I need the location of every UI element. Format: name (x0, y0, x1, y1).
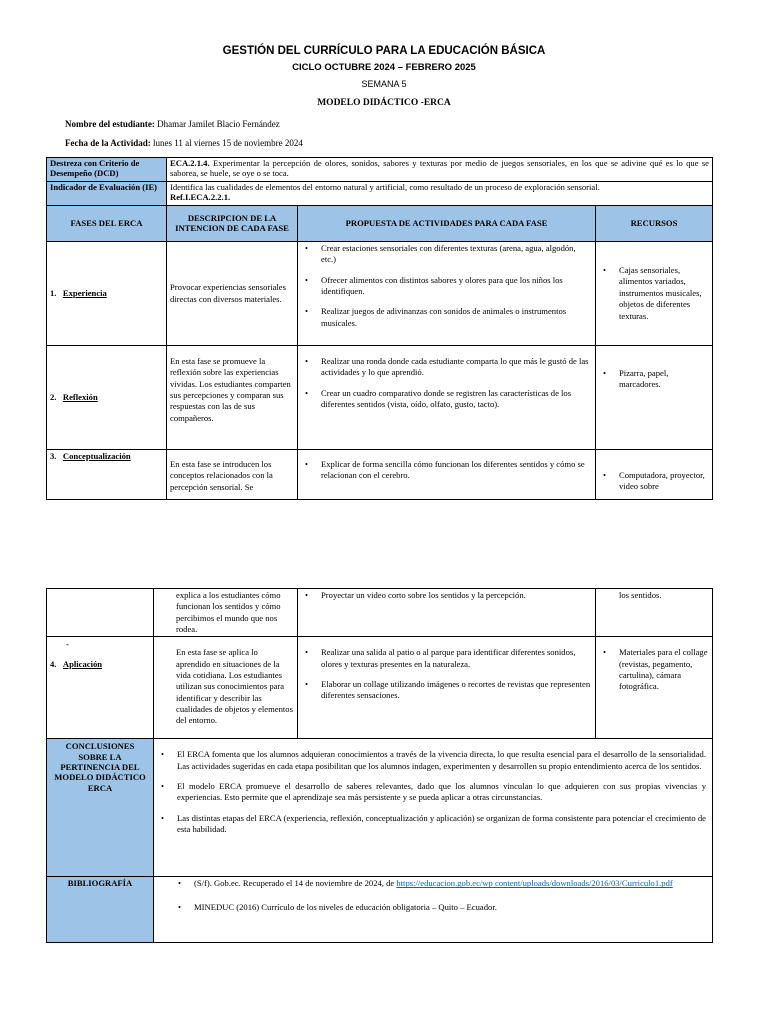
phase-experiencia (47, 242, 167, 346)
ie-label: Indicador de Evaluación (IE) (47, 182, 167, 206)
activity-item: • Realizar una salida al patio o al parque para identificar diferentes sonidos, olores y texturas presentes en la naturaleza. (301, 647, 592, 670)
phase-number: 4. (50, 658, 57, 669)
resource-item: • Cajas sensoriales, alimentos variados, instrumentos musicales, objetos de diferentes texturas. (599, 265, 709, 322)
bibliography-item (174, 878, 709, 889)
bibliography-item: • MINEDUC (2016) Currículo de los niveles de educación obligatoria – Quito – Ecuador. (174, 902, 709, 913)
conceptualizacion-resources-a (596, 450, 713, 500)
phase-number: 3. (50, 451, 57, 461)
activity-item: • Ofrecer alimentos con distintos sabores y olores para que los niños los identifiquen. (301, 275, 592, 298)
aplicacion-activities (298, 637, 596, 739)
bibliography-label: BIBLIOGRAFÍA (47, 877, 154, 943)
dcd-label: Destreza con Criterio de Desempeño (DCD) (47, 158, 167, 182)
reflexion-description: En esta fase se promueve la reflexión sobre las experiencias vividas. Los estudiantes comparten sus percepciones y comparan sus respuestas con las de sus compañeros. (167, 346, 298, 450)
activity-item: • Crear un cuadro comparativo donde se registren las características de los diferentes sentidos (vista, oído, olfato, gusto, tacto). (301, 388, 592, 411)
conclusion-item: • Las distintas etapas del ERCA (experiencia, reflexión, conceptualización y aplicación) se organizan de forma consistente para potenciar el crecimiento de esta habilidad. (157, 813, 706, 836)
document-week: SEMANA 5 (361, 79, 407, 89)
conceptualizacion-activities-a (298, 450, 596, 500)
ie-ref: Ref.I.ECA.2.2.1. (170, 191, 231, 202)
date-label: Fecha de la Actividad: (65, 138, 151, 148)
phase-number: 1. (50, 287, 57, 298)
phase-name: Reflexión (62, 391, 98, 402)
dcd-content (167, 158, 713, 182)
conclusions-row (47, 739, 713, 877)
reflexion-resources (596, 346, 713, 450)
conceptualizacion-description-a: En esta fase se introducen los conceptos relacionados con la percepción sensorial. Se (167, 450, 298, 500)
conclusions-label: CONCLUSIONES SOBRE LA PERTINENCIA DEL MODELO DIDÁCTICO ERCA (47, 739, 154, 877)
bibliography-link[interactable]: https://educacion.gob.ec/wp content/uploads/downloads/2016/03/Curriculo1.pdf (396, 878, 673, 889)
activity-item: • Explicar de forma sencilla cómo funcionan los diferentes sentidos y cómo se relacionan con el cerebro. (301, 459, 592, 482)
activity-item: • Realizar una ronda donde cada estudiante comparta lo que más le gustó de las actividades y lo que aprendió. (301, 356, 592, 379)
erca-table-part-2 (46, 588, 713, 943)
ie-text: Identifica las cualidades de elementos del entorno natural y artificial, como resultado de un proceso de exploración sensorial. (170, 182, 600, 192)
date-line (65, 138, 303, 148)
reflexion-row (47, 346, 713, 450)
phase-number: 2. (50, 391, 57, 402)
col-resources: RECURSOS (596, 206, 713, 242)
conclusion-item: • El modelo ERCA promueve el desarrollo de saberes relevantes, dado que los alumnos vinculan lo que adquieren con sus propias vivencias y experiencias. Esto permite que el aprendizaje sea más persistente y se pueda aplicar a otras circunstancias. (157, 781, 706, 804)
phase-reflexion (47, 346, 167, 450)
ie-row (47, 182, 713, 206)
aplicacion-row (47, 637, 713, 739)
phase-dash: - (66, 639, 69, 650)
phase-aplicacion (47, 637, 154, 739)
phase-name: Aplicación (62, 658, 103, 669)
experiencia-resources (596, 242, 713, 346)
experiencia-activities (298, 242, 596, 346)
experiencia-row (47, 242, 713, 346)
bibliography-row (47, 877, 713, 943)
dcd-row (47, 158, 713, 182)
student-name: Dhamar Jamilet Blacio Fernández (154, 119, 280, 129)
dcd-text: Experimentar la percepción de olores, sonidos, sabores y texturas por medio de juegos sensoriales, en los que se adivine qué es lo que se saborea, se huele, se oye o se toca. (170, 158, 709, 178)
conclusion-item: • El ERCA fomenta que los alumnos adquieran conocimientos a través de la vivencia directa, lo que resulta esencial para el desarrollo de la sensorialidad. Las actividades sugeridas en cada etapa posibilitan que los alumnos indagen, experimenten y desarrollen su propio entendimiento acerca de los sentidos. (157, 749, 706, 772)
conceptualizacion-description-b: explica a los estudiantes cómo funcionan los sentidos y cómo percibimos el mundo que nos rodea. (154, 589, 298, 637)
conceptualizacion-row-b (47, 589, 713, 637)
document-title: GESTIÓN DEL CURRÍCULO PARA LA EDUCACIÓN BÁSICA (222, 45, 546, 57)
reflexion-activities (298, 346, 596, 450)
erca-table-part-1 (46, 157, 713, 500)
col-phases: FASES DEL ERCA (47, 206, 167, 242)
col-proposal: PROPUESTA DE ACTIVIDADES PARA CADA FASE (298, 206, 596, 242)
phase-name: Experiencia (62, 287, 107, 298)
resource-item: • Pizarra, papel, marcadores. (599, 368, 709, 391)
dcd-code: ECA.2.1.4. (170, 158, 210, 168)
conceptualizacion-activities-b (298, 589, 596, 637)
date-value: lunes 11 al viernes 15 de noviembre 2024 (150, 138, 303, 148)
column-header-row (47, 206, 713, 242)
resource-item: • Materiales para el collage (revistas, pegamento, cartulina), cámara fotográfica. (599, 647, 709, 692)
resource-continued: los sentidos. (619, 590, 662, 600)
activity-item: • Crear estaciones sensoriales con diferentes texturas (arena, agua, algodón, etc.) (301, 243, 592, 266)
bibliography-content (154, 877, 713, 943)
document-model: MODELO DIDÁCTICO -ERCA (317, 98, 451, 108)
student-label: Nombre del estudiante: (65, 119, 155, 129)
experiencia-description: Provocar experiencias sensoriales directas con diversos materiales. (167, 242, 298, 346)
col-description: DESCRIPCION DE LA INTENCION DE CADA FASE (167, 206, 298, 242)
conceptualizacion-resources-b (596, 589, 713, 637)
aplicacion-resources (596, 637, 713, 739)
activity-item: • Proyectar un video corto sobre los sentidos y la percepción. (301, 590, 592, 601)
phase-name: Conceptualización (62, 451, 131, 461)
phase-conceptualizacion-continued (47, 589, 154, 637)
document-cycle: CICLO OCTUBRE 2024 – FEBRERO 2025 (292, 62, 476, 73)
aplicacion-description: En esta fase se aplica lo aprendido en situaciones de la vida cotidiana. Los estudiantes utilizan sus conocimientos para identificar y describir las cualidades de objetos y elementos del entorno. (154, 637, 298, 739)
activity-item: • Elaborar un collage utilizando imágenes o recortes de revistas que representen diferentes sensaciones. (301, 679, 592, 702)
conclusions-content (154, 739, 713, 877)
ie-content (167, 182, 713, 206)
bibliography-text: (S/f). Gob.ec. Recuperado el 14 de noviembre de 2024, de (194, 878, 397, 889)
phase-conceptualizacion (47, 450, 167, 500)
student-line (65, 119, 280, 129)
activity-item: • Realizar juegos de adivinanzas con sonidos de animales o instrumentos musicales. (301, 306, 592, 329)
resource-item: • Computadora, proyector, video sobre (599, 470, 709, 493)
conceptualizacion-row-a (47, 450, 713, 500)
